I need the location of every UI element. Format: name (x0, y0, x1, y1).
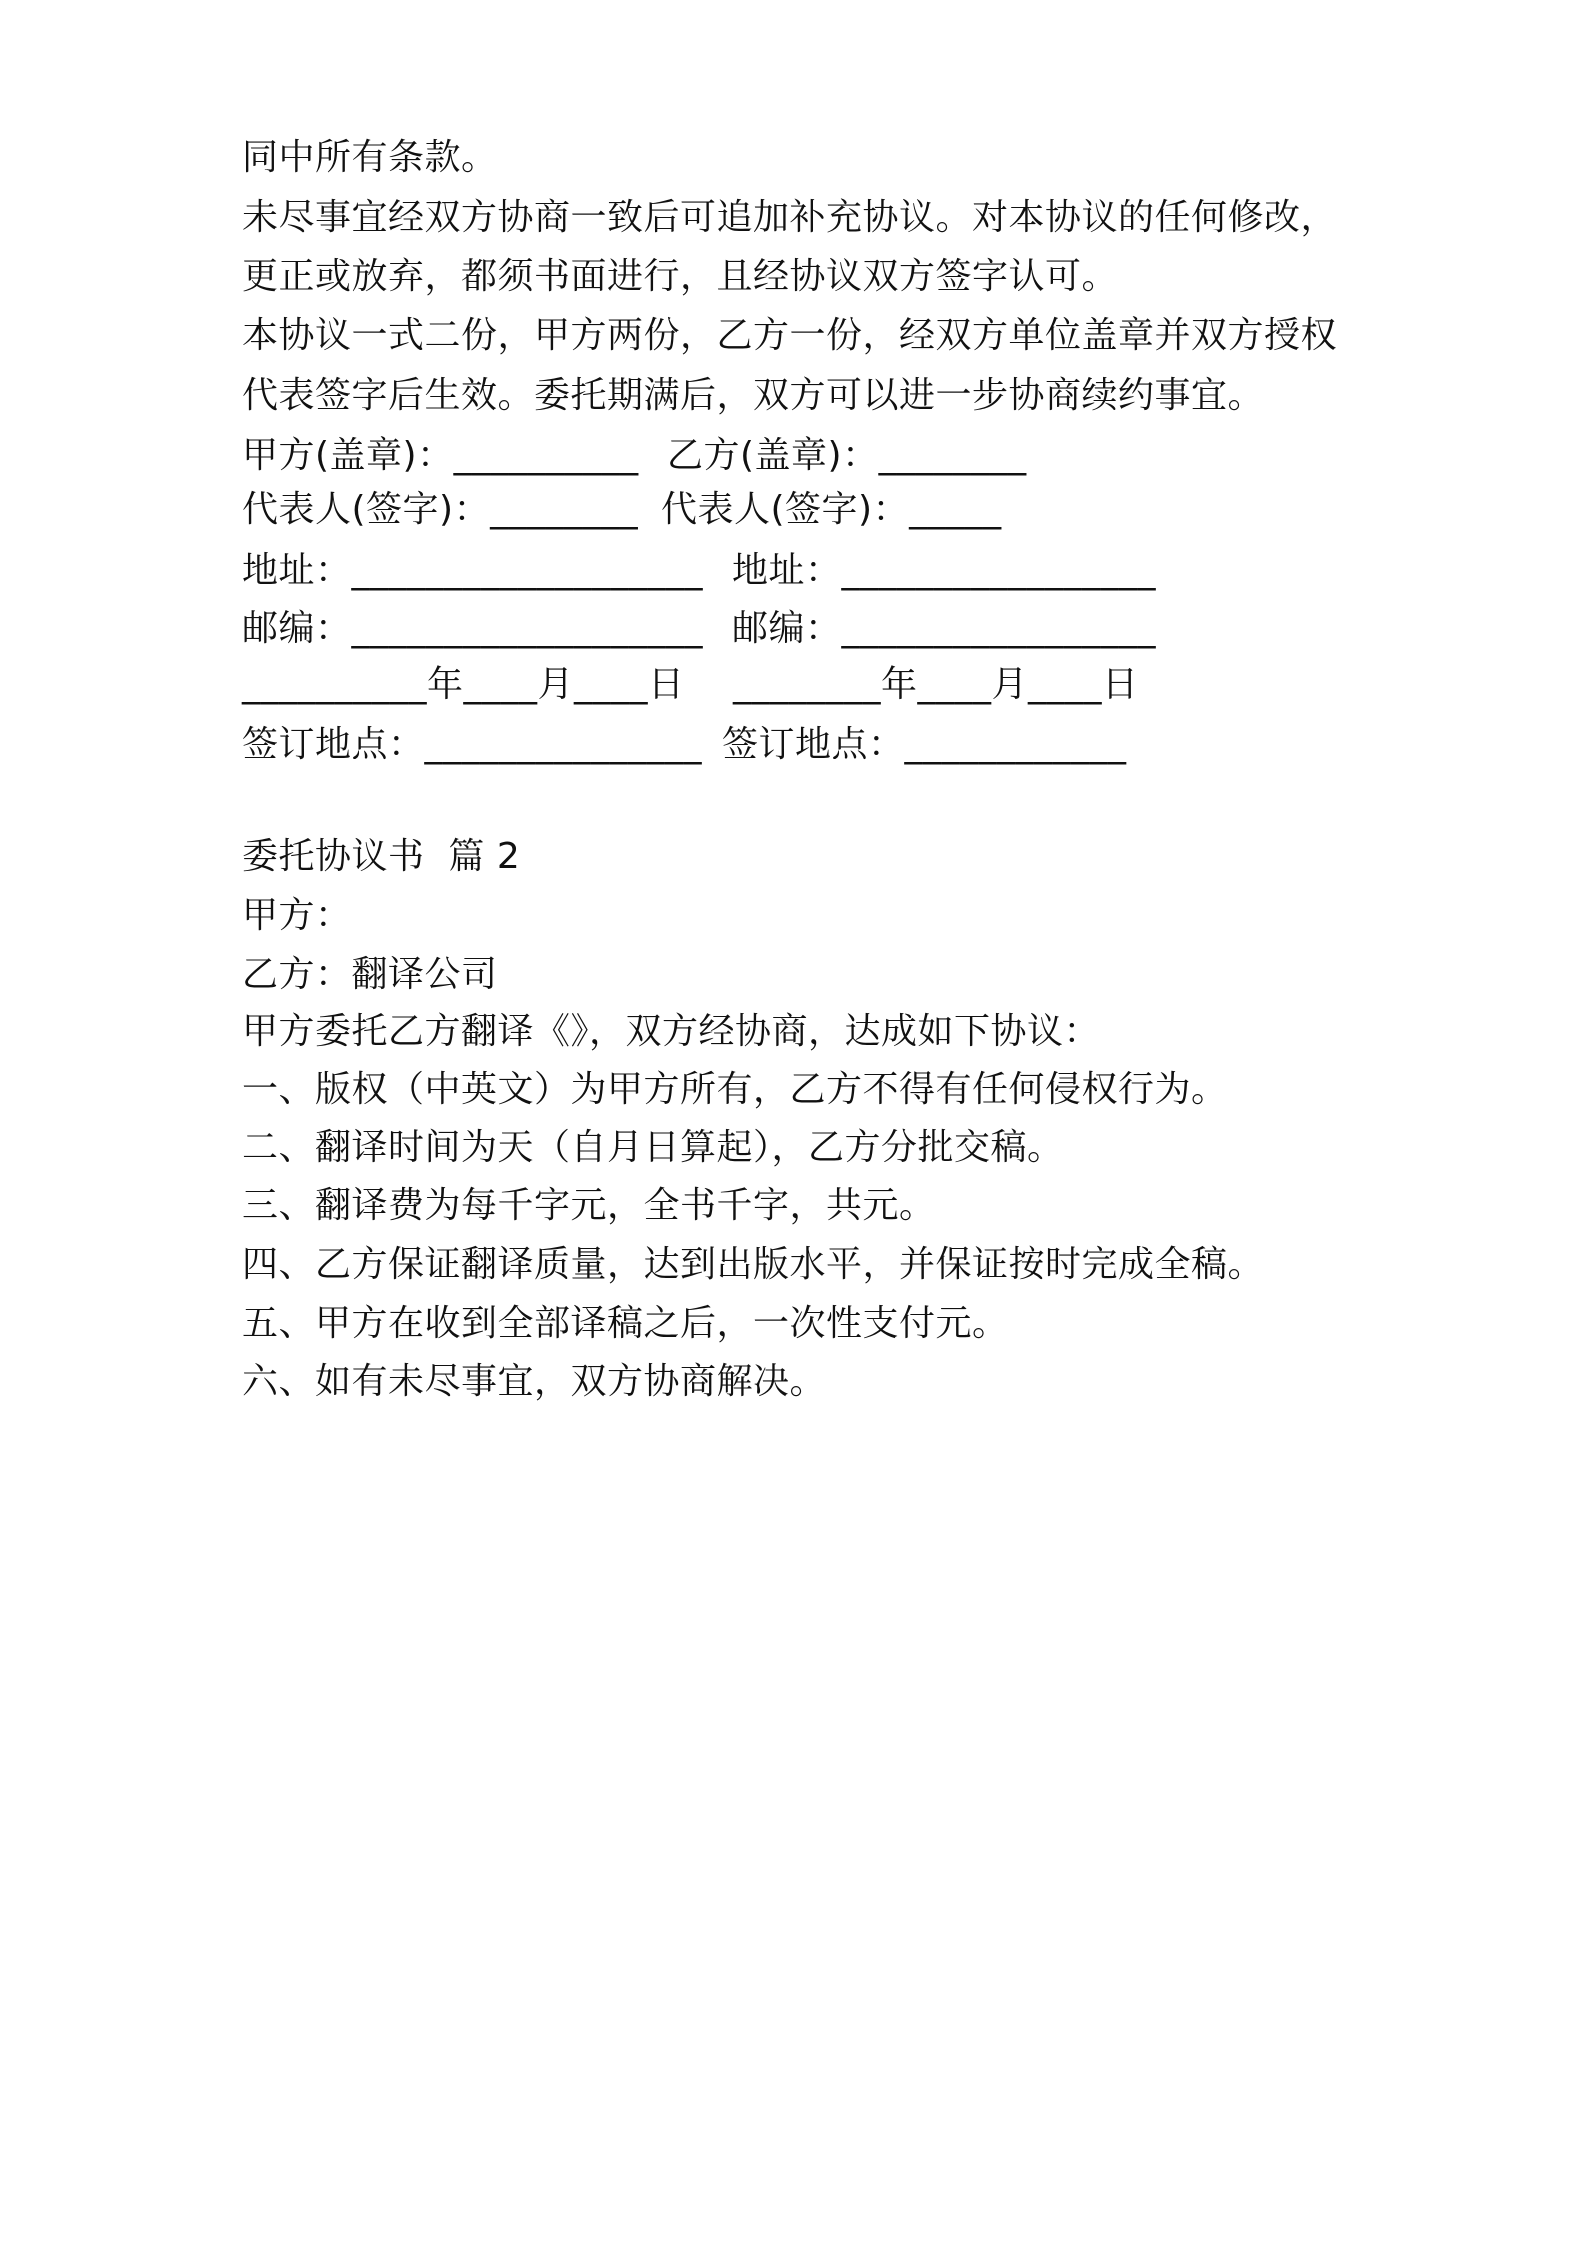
paragraph-line: 同中所有条款。 (242, 137, 498, 178)
clause-item: 四、乙方保证翻译质量，达到出版水平，并保证按时完成全稿。 (242, 1244, 1265, 1285)
postcode-b-field: 邮编：_________________ (732, 608, 1157, 649)
party-b-line: 乙方：翻译公司 (242, 954, 498, 995)
clause-item: 二、翻译时间为天（自月日算起），乙方分批交稿。 (242, 1127, 1064, 1168)
date-b-field: ________年____月____日 (733, 664, 1139, 705)
signing-place-b-field: 签订地点：____________ (722, 724, 1127, 765)
representative-b-field: 代表人(签字)：_____ (661, 489, 1002, 530)
party-b-seal-field: 乙方(盖章)：________ (667, 435, 1027, 476)
date-a-field: __________年____月____日 (242, 664, 685, 705)
address-a-field: 地址：___________________ (242, 550, 704, 591)
clause-item: 六、如有未尽事宜，双方协商解决。 (242, 1361, 827, 1402)
postcode-a-field: 邮编：___________________ (242, 608, 704, 649)
paragraph-line: 未尽事宜经双方协商一致后可追加补充协议。对本协议的任何修改， (242, 197, 1338, 238)
clause-item: 三、翻译费为每千字元，全书千字，共元。 (242, 1185, 936, 1226)
signing-place-a-field: 签订地点：_______________ (242, 724, 703, 765)
party-a-seal-field: 甲方(盖章)：__________ (242, 435, 639, 476)
address-b-field: 地址：_________________ (732, 550, 1157, 591)
clause-item: 五、甲方在收到全部译稿之后，一次性支付元。 (242, 1303, 1009, 1344)
paragraph-line: 本协议一式二份，甲方两份，乙方一份，经双方单位盖章并双方授权 (242, 315, 1338, 356)
section-title: 委托协议书 篇 2 (242, 836, 521, 877)
representative-a-field: 代表人(签字)：________ (242, 489, 639, 530)
paragraph-line: 代表签字后生效。委托期满后，双方可以进一步协商续约事宜。 (242, 375, 1265, 416)
agreement-intro: 甲方委托乙方翻译《》，双方经协商，达成如下协议： (242, 1011, 1101, 1052)
paragraph-line: 更正或放弃，都须书面进行，且经协议双方签字认可。 (242, 256, 1119, 297)
clause-item: 一、版权（中英文）为甲方所有，乙方不得有任何侵权行为。 (242, 1069, 1228, 1110)
party-a-line: 甲方： (242, 895, 352, 936)
